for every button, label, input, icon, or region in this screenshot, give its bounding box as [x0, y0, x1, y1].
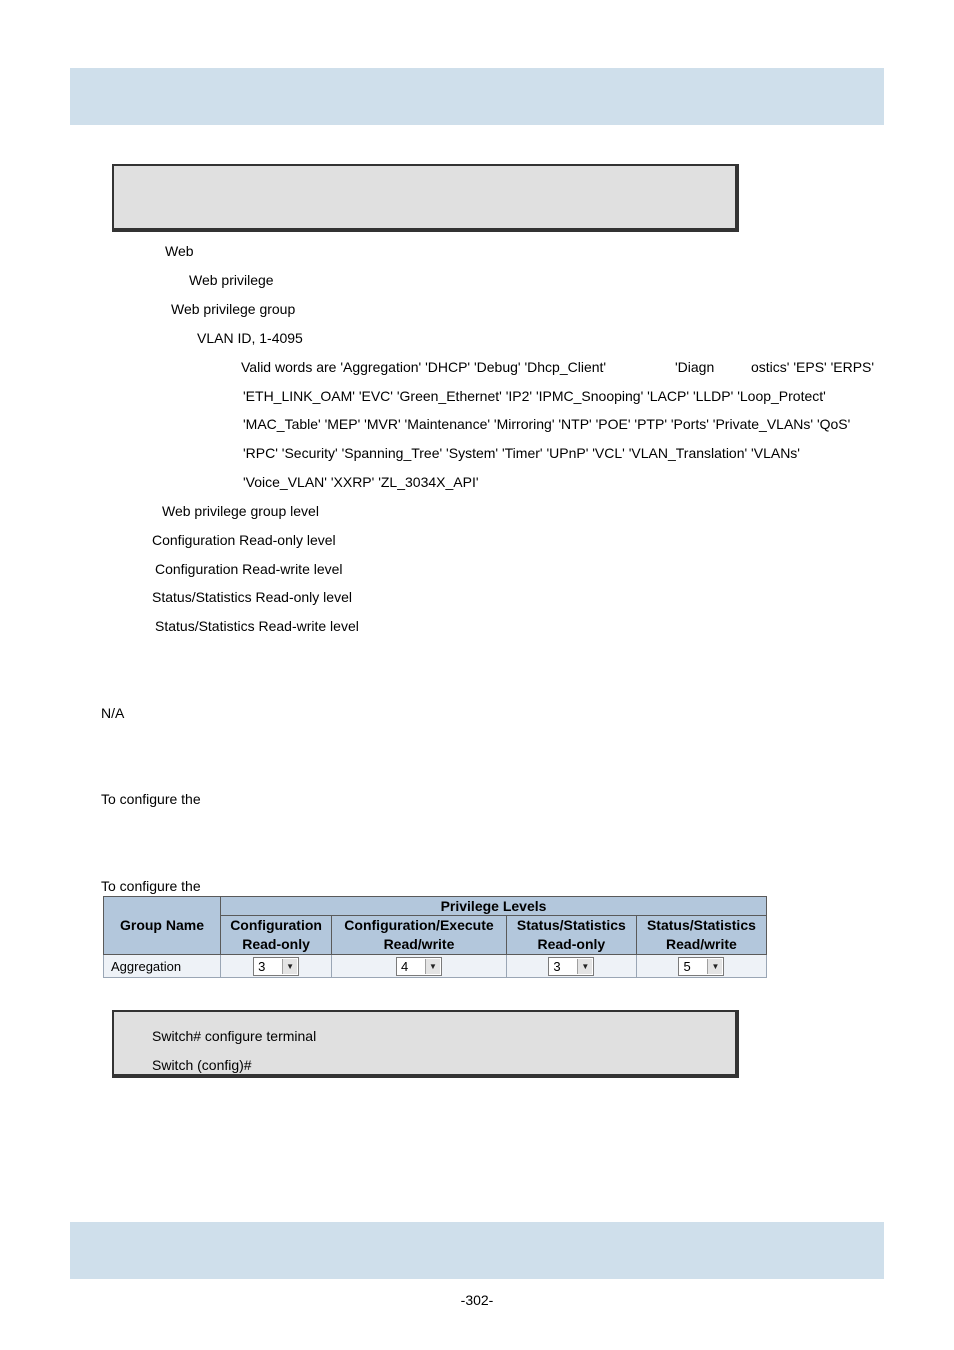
chevron-down-icon: ▼: [282, 959, 297, 974]
col-status-readwrite-header: Status/Statistics Read/write: [636, 916, 766, 955]
web-text: To configure the: [101, 878, 201, 894]
valid-words-line-1b: 'Diagn: [675, 359, 715, 375]
page-number: -302-: [460, 1292, 494, 1308]
chevron-down-icon: ▼: [577, 959, 592, 974]
col-config-readwrite-header: Configuration/Execute Read/write: [332, 916, 507, 955]
usage-text: To configure the: [101, 791, 201, 807]
privilege-levels-table: [103, 896, 767, 978]
valid-words-line-2: 'ETH_LINK_OAM' 'EVC' 'Green_Ethernet' 'IP2' 'IPMC_Snooping' 'LACP' 'LLDP' 'Loop_Protect': [243, 388, 826, 404]
col-status-readonly-header: Status/Statistics Read-only: [506, 916, 636, 955]
example-box: [112, 1010, 739, 1078]
syntax-line-vlan-id: VLAN ID, 1-4095: [197, 330, 303, 346]
valid-words-line-1a: Valid words are 'Aggregation' 'DHCP' 'Debug' 'Dhcp_Client': [241, 359, 607, 375]
syntax-line-web-privilege: Web privilege: [189, 272, 274, 288]
example-line-2: Switch (config)#: [152, 1057, 252, 1073]
col-config-readonly-header: Configuration Read-only: [221, 916, 332, 955]
valid-words-line-3: 'MAC_Table' 'MEP' 'MVR' 'Maintenance' 'Mirroring' 'NTP' 'POE' 'PTP' 'Ports' 'Private_VLANs' 'QoS': [243, 416, 851, 432]
valid-words-line-5: 'Voice_VLAN' 'XXRP' 'ZL_3034X_API': [243, 474, 479, 490]
valid-words-line-4: 'RPC' 'Security' 'Spanning_Tree' 'System' 'Timer' 'UPnP' 'VCL' 'VLAN_Translation' 'VLANs': [243, 445, 800, 461]
header-band: [70, 68, 884, 125]
command-syntax-box: [112, 164, 739, 232]
level-line-crw: Configuration Read-write level: [155, 561, 343, 577]
level-line-srw: Status/Statistics Read-write level: [155, 618, 359, 634]
level-line-cro: Configuration Read-only level: [152, 532, 336, 548]
table-row: [104, 955, 767, 978]
config-readonly-select[interactable]: 3 ▼: [253, 957, 299, 976]
config-readwrite-select[interactable]: 4 ▼: [396, 957, 442, 976]
group-name-header: Group Name: [104, 897, 221, 955]
chevron-down-icon: ▼: [425, 959, 440, 974]
example-line-1: Switch# configure terminal: [152, 1028, 317, 1044]
level-line-group-level: Web privilege group level: [162, 503, 319, 519]
chevron-down-icon: ▼: [707, 959, 722, 974]
default-value: N/A: [101, 705, 125, 721]
footer-band: [70, 1222, 884, 1279]
syntax-line-web: Web: [165, 243, 194, 259]
syntax-line-web-privilege-group: Web privilege group: [171, 301, 296, 317]
group-name-cell: Aggregation: [104, 955, 221, 978]
level-line-sro: Status/Statistics Read-only level: [152, 589, 352, 605]
status-readwrite-select[interactable]: 5 ▼: [678, 957, 724, 976]
status-readonly-select[interactable]: 3 ▼: [548, 957, 594, 976]
valid-words-line-1c: ostics' 'EPS' 'ERPS': [751, 359, 875, 375]
privilege-levels-header: Privilege Levels: [221, 897, 767, 916]
